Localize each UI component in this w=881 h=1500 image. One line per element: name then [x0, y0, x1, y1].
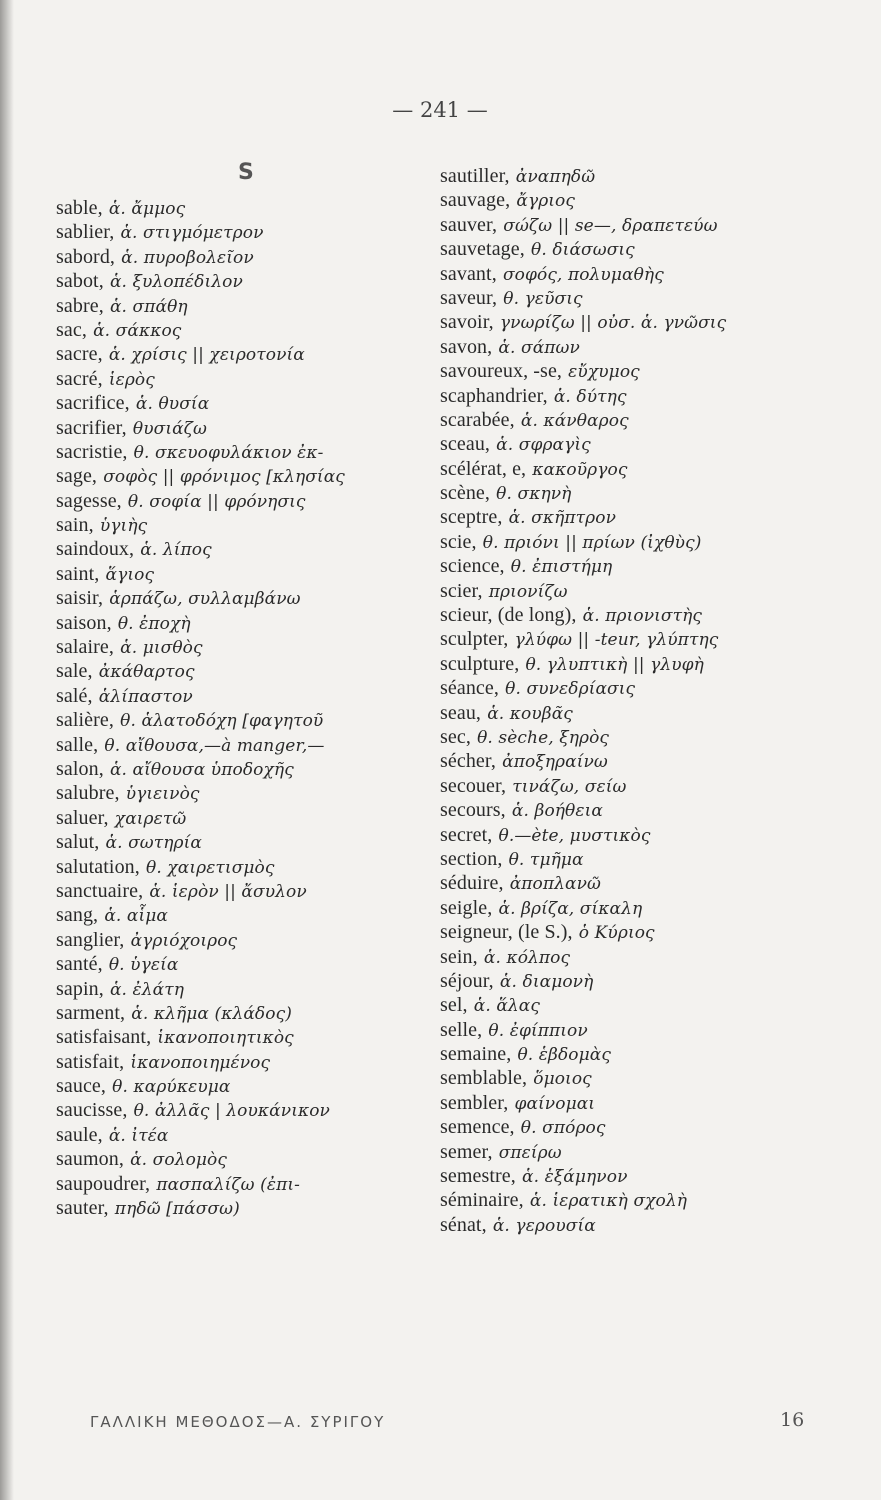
entry-headword: saumon,: [56, 1148, 124, 1171]
dictionary-entry: [440, 823, 860, 847]
entry-headword: salière,: [56, 709, 114, 732]
entry-headword: sabot,: [56, 270, 104, 293]
dictionary-entry: [440, 237, 860, 261]
entry-headword: saveur,: [440, 286, 498, 309]
dictionary-entry: [56, 269, 426, 293]
entry-headword: sabre,: [56, 294, 104, 317]
entry-translation: ἁ. σωτηρία: [105, 833, 202, 854]
dictionary-entry: [56, 659, 426, 683]
entry-headword: sacre,: [56, 343, 103, 366]
entry-headword: séance,: [440, 677, 499, 700]
entry-translation: θ. χαιρετισμὸς: [146, 857, 275, 878]
entry-headword: sel,: [440, 994, 468, 1017]
dictionary-entry: [440, 1018, 860, 1042]
entry-headword: sac,: [56, 318, 87, 341]
entry-headword: sénat,: [440, 1213, 487, 1236]
dictionary-entry: [56, 220, 426, 244]
dictionary-entry: [440, 481, 860, 505]
entry-translation: ἁ. χρίσις || χειροτονία: [108, 345, 305, 366]
entry-headword: séjour,: [440, 969, 494, 992]
dictionary-entry: [440, 603, 860, 627]
entry-translation: ἁ. σολομὸς: [130, 1150, 228, 1171]
dictionary-entry: [56, 781, 426, 805]
entry-headword: sang,: [56, 904, 99, 927]
entry-translation: θυσιάζω: [132, 418, 207, 439]
dictionary-entry: [56, 294, 426, 318]
entry-translation: ἁ. ἰτέα: [108, 1125, 169, 1146]
entry-headword: sable,: [56, 197, 103, 219]
dictionary-entry: [440, 335, 860, 359]
entry-translation: ἁ. γερουσία: [492, 1215, 596, 1236]
dictionary-entry: [56, 977, 426, 1001]
entry-translation: ἁ. σάκκος: [93, 320, 182, 341]
entry-translation: ἄγριος: [516, 191, 576, 212]
dictionary-entry: [56, 416, 426, 440]
dictionary-entry: [440, 457, 860, 481]
entry-headword: sculpture,: [440, 652, 520, 675]
dictionary-entry: [440, 579, 860, 603]
entry-translation: θ. σκευοφυλάκιον ἐκ-: [133, 442, 324, 463]
entry-translation: ἁ. διαμονὴ: [499, 971, 594, 992]
entry-headword: science,: [440, 555, 505, 578]
entry-headword: saule,: [56, 1123, 103, 1146]
entry-headword: sagesse,: [56, 489, 122, 512]
section-letter: S: [238, 160, 254, 185]
entry-headword: secouer,: [440, 774, 507, 797]
entry-headword: scaphandrier,: [440, 384, 548, 407]
dictionary-entry: [56, 733, 426, 757]
dictionary-entry: [56, 562, 426, 586]
dictionary-entry: [440, 530, 860, 554]
dictionary-entry: [56, 879, 426, 903]
dictionary-entry: [440, 774, 860, 798]
entry-translation: ἁ. στιγμόμετρον: [120, 223, 264, 244]
entry-translation: ἁ. σπάθη: [109, 296, 188, 317]
entry-headword: secours,: [440, 799, 506, 822]
dictionary-entry: [440, 798, 860, 822]
entry-translation: ἀποπλανῶ: [509, 874, 602, 895]
entry-translation: ἁ. πριονιστὴς: [582, 606, 703, 627]
entry-translation: φαίνομαι: [514, 1093, 596, 1114]
entry-headword: sablier,: [56, 221, 115, 244]
entry-headword: semblable,: [440, 1067, 528, 1090]
dictionary-entry: [440, 310, 860, 334]
entry-translation: ἁ. σφραγὶς: [496, 435, 591, 456]
footer-signature: 16: [780, 1409, 805, 1431]
entry-headword: séminaire,: [440, 1189, 524, 1212]
entry-translation: ὅμοιος: [533, 1069, 592, 1090]
entry-translation: θ. γλυπτικὴ || γλυφὴ: [525, 654, 704, 675]
dictionary-entry: [440, 408, 860, 432]
entry-headword: scélérat, e,: [440, 457, 527, 480]
entry-headword: sauce,: [56, 1075, 107, 1098]
dictionary-entry: [56, 318, 426, 342]
entry-headword: saisir,: [56, 587, 104, 610]
dictionary-entry: [56, 1196, 426, 1220]
entry-headword: sale,: [56, 660, 93, 683]
entry-headword: salle,: [56, 733, 99, 756]
entry-translation: ὑγιὴς: [99, 516, 148, 537]
dictionary-entry: [440, 1091, 860, 1115]
page-number: — 241 —: [392, 98, 488, 122]
left-column: [56, 196, 426, 1220]
dictionary-entry: [56, 855, 426, 879]
dictionary-entry: [56, 1050, 426, 1074]
entry-headword: sculpter,: [440, 628, 509, 651]
dictionary-entry: [56, 928, 426, 952]
entry-headword: semaine,: [440, 1043, 512, 1066]
entry-headword: sauvetage,: [440, 238, 525, 261]
entry-translation: θ. πριόνι || πρίων (ἰχθὺς): [482, 532, 702, 553]
dictionary-entry: [440, 554, 860, 578]
entry-translation: θ. ἀλλᾶς | λουκάνικον: [133, 1101, 330, 1122]
entry-translation: χαιρετῶ: [114, 808, 187, 829]
dictionary-entry: [56, 1172, 426, 1196]
entry-translation: ἁρπάζω, συλλαμβάνω: [109, 589, 301, 610]
entry-headword: sauvage,: [440, 189, 511, 212]
dictionary-entry: [440, 188, 860, 212]
entry-translation: θ. ἐποχὴ: [117, 613, 191, 634]
entry-translation: ἀποξηραίνω: [502, 752, 608, 773]
entry-translation: ἁ. σάπων: [498, 337, 580, 358]
entry-headword: sanctuaire,: [56, 879, 144, 902]
entry-headword: seigle,: [440, 896, 493, 919]
entry-translation: ἀκάθαρτος: [98, 662, 195, 683]
entry-translation: ἀγριόχοιρος: [130, 930, 238, 951]
entry-translation: ἁ. πυροβολεῖον: [121, 247, 254, 268]
dictionary-entry: [56, 489, 426, 513]
dictionary-entry: [56, 513, 426, 537]
entry-headword: satisfaisant,: [56, 1026, 152, 1049]
dictionary-entry: [56, 245, 426, 269]
dictionary-entry: [440, 1188, 860, 1212]
entry-translation: θ. ὑγεία: [108, 955, 179, 976]
entry-translation: εὔχυμος: [568, 362, 640, 383]
entry-translation: ἀναπηδῶ: [515, 167, 596, 187]
entry-headword: sauter,: [56, 1197, 109, 1220]
entry-headword: sage,: [56, 465, 98, 488]
right-column: [440, 164, 860, 1237]
dictionary-entry: [56, 1001, 426, 1025]
entry-headword: sapin,: [56, 977, 104, 1000]
entry-headword: scarabée,: [440, 408, 515, 431]
entry-translation: θ. συνεδρίασις: [505, 679, 636, 700]
entry-headword: scie,: [440, 530, 477, 553]
entry-headword: sein,: [440, 945, 478, 968]
entry-headword: santé,: [56, 953, 103, 976]
entry-headword: sanglier,: [56, 928, 125, 951]
dictionary-entry: [440, 1213, 860, 1237]
entry-translation: θ. γεῦσις: [503, 288, 583, 309]
dictionary-entry: [56, 391, 426, 415]
entry-translation: θ.—ète, μυστικὸς: [498, 825, 651, 846]
dictionary-entry: [56, 1123, 426, 1147]
entry-translation: σώζω || se—, δραπετεύω: [503, 215, 718, 236]
page-binding-shadow: [0, 0, 14, 1500]
dictionary-entry: [440, 896, 860, 920]
dictionary-entry: [56, 684, 426, 708]
dictionary-entry: [56, 1074, 426, 1098]
entry-translation: ἁ. κουβᾶς: [487, 703, 573, 724]
entry-translation: πριονίζω: [488, 581, 568, 602]
dictionary-entry: [440, 1115, 860, 1139]
entry-headword: salubre,: [56, 782, 120, 805]
dictionary-entry: [56, 440, 426, 464]
dictionary-entry: [56, 342, 426, 366]
entry-headword: scène,: [440, 482, 491, 505]
entry-translation: ἁ. θυσία: [135, 394, 210, 415]
entry-translation: ἁ. κλῆμα (κλάδος): [131, 1003, 292, 1024]
entry-translation: θ. σκηνὴ: [496, 484, 572, 505]
entry-headword: sembler,: [440, 1091, 509, 1114]
entry-translation: ἁ. αἴθουσα ὑποδοχῆς: [109, 759, 294, 780]
footer-title: ΓΑΛΛΙΚΗ ΜΕΘΟΔΟΣ—Α. ΣΥΡΙΓΟΥ: [90, 1413, 386, 1431]
dictionary-entry: [440, 384, 860, 408]
entry-headword: semer,: [440, 1140, 493, 1163]
entry-headword: séduire,: [440, 872, 504, 895]
entry-translation: γλύφω || -teur, γλύπτης: [514, 630, 719, 651]
entry-translation: ἁ. κάνθαρος: [520, 410, 629, 431]
entry-headword: savon,: [440, 335, 493, 358]
entry-headword: salaire,: [56, 636, 114, 659]
entry-headword: saindoux,: [56, 538, 135, 561]
dictionary-entry: [440, 652, 860, 676]
entry-translation: σπείρω: [498, 1142, 562, 1163]
entry-headword: sceau,: [440, 433, 491, 456]
entry-translation: θ. ἑβδομὰς: [517, 1045, 611, 1066]
entry-translation: ἱκανοποιημένος: [130, 1052, 271, 1073]
entry-translation: θ. ἐπιστήμη: [510, 557, 613, 578]
entry-translation: ἁ. βοήθεια: [511, 801, 603, 822]
dictionary-entry: [56, 611, 426, 635]
entry-translation: ἁ. ξυλοπέδιλον: [109, 272, 243, 293]
entry-headword: saison,: [56, 611, 112, 634]
entry-headword: semestre,: [440, 1165, 516, 1188]
entry-headword: sacré,: [56, 367, 103, 390]
entry-translation: ὁ Κύριος: [578, 923, 655, 944]
entry-translation: σοφός, πολυμαθὴς: [502, 264, 664, 285]
entry-headword: sécher,: [440, 750, 496, 773]
entry-translation: ἱερὸς: [108, 369, 155, 390]
entry-translation: κακοῦργος: [532, 459, 628, 480]
dictionary-entry: [440, 359, 860, 383]
entry-translation: θ. σοφία || φρόνησις: [127, 491, 306, 512]
entry-headword: saint,: [56, 562, 100, 585]
dictionary-entry: [56, 757, 426, 781]
entry-translation: σοφὸς || φρόνιμος [κλησίας: [103, 467, 345, 488]
entry-translation: θ. sèche, ξηρὸς: [477, 727, 610, 748]
entry-headword: scier,: [440, 579, 483, 602]
dictionary-entry: [440, 725, 860, 749]
entry-headword: sauver,: [440, 213, 498, 236]
entry-translation: θ. καρύκευμα: [112, 1077, 231, 1098]
entry-headword: salutation,: [56, 855, 140, 878]
dictionary-entry: [440, 676, 860, 700]
entry-headword: sec,: [440, 725, 471, 748]
entry-translation: θ. διάσωσις: [531, 240, 635, 261]
dictionary-entry: [440, 871, 860, 895]
dictionary-entry: [440, 432, 860, 456]
entry-translation: θ. αἴθουσα,—à manger,—: [104, 735, 325, 756]
entry-translation: ἁ. αἷμα: [104, 906, 168, 927]
entry-translation: τινάζω, σείω: [512, 776, 627, 797]
dictionary-entry: [440, 701, 860, 725]
dictionary-entry: [440, 749, 860, 773]
entry-headword: secret,: [440, 823, 493, 846]
dictionary-entry: [440, 627, 860, 651]
dictionary-entry: [440, 164, 860, 188]
entry-headword: sain,: [56, 514, 94, 537]
entry-headword: saupoudrer,: [56, 1172, 151, 1195]
entry-headword: sceptre,: [440, 506, 503, 529]
dictionary-entry: [440, 993, 860, 1017]
dictionary-entry: [56, 1147, 426, 1171]
entry-translation: ἁ. μισθὸς: [120, 638, 203, 659]
dictionary-entry: [440, 262, 860, 286]
entry-headword: seigneur, (le S.),: [440, 921, 573, 944]
dictionary-entry: [440, 1066, 860, 1090]
entry-translation: ἁ. δύτης: [553, 386, 627, 407]
entry-translation: θ. ἁλατοδόχη [φαγητοῦ: [120, 711, 324, 732]
entry-headword: sarment,: [56, 1001, 126, 1024]
dictionary-entry: [440, 920, 860, 944]
dictionary-entry: [56, 537, 426, 561]
dictionary-entry: [56, 708, 426, 732]
entry-headword: satisfait,: [56, 1050, 125, 1073]
entry-translation: ἁ. σκῆπτρον: [508, 508, 617, 529]
dictionary-entry: [440, 213, 860, 237]
dictionary-entry: [56, 586, 426, 610]
entry-headword: savoir,: [440, 311, 494, 334]
dictionary-entry: [56, 464, 426, 488]
entry-headword: saluer,: [56, 806, 109, 829]
entry-translation: ἁ. ἅλας: [473, 996, 541, 1017]
entry-translation: ἁ. ἐλάτη: [109, 979, 185, 1000]
dictionary-entry: [56, 806, 426, 830]
dictionary-entry: [440, 1164, 860, 1188]
entry-translation: θ. σπόρος: [520, 1118, 606, 1139]
dictionary-entry: [56, 830, 426, 854]
dictionary-entry: [56, 1025, 426, 1049]
dictionary-entry: [440, 505, 860, 529]
entry-translation: ὑγιεινὸς: [125, 784, 200, 805]
dictionary-entry: [56, 367, 426, 391]
entry-headword: saucisse,: [56, 1099, 128, 1122]
entry-headword: sacristie,: [56, 440, 128, 463]
dictionary-entry: [56, 635, 426, 659]
entry-headword: sacrifier,: [56, 416, 127, 439]
entry-translation: ἁ. ἑξάμηνον: [522, 1167, 628, 1188]
entry-headword: sabord,: [56, 245, 116, 268]
entry-translation: ἁ. ἱερὸν || ἄσυλον: [149, 881, 307, 902]
entry-translation: πασπαλίζω (ἐπι-: [156, 1174, 300, 1195]
entry-headword: sautiller,: [440, 165, 510, 187]
entry-headword: sacrifice,: [56, 392, 130, 415]
entry-translation: θ. ἐφίππιον: [488, 1020, 588, 1041]
entry-translation: ἁ. λίπος: [140, 540, 212, 561]
dictionary-entry: [56, 1098, 426, 1122]
entry-headword: salé,: [56, 684, 93, 707]
entry-translation: ἅγιος: [105, 564, 155, 585]
entry-translation: ἁ. βρίζα, σίκαλη: [498, 898, 643, 919]
dictionary-entry: [56, 952, 426, 976]
entry-translation: γνωρίζω || οὐσ. ἁ. γνῶσις: [499, 313, 727, 334]
dictionary-entry: [56, 196, 426, 220]
entry-translation: θ. τμῆμα: [508, 849, 584, 870]
dictionary-entry: [440, 286, 860, 310]
entry-headword: scieur, (de long),: [440, 604, 577, 627]
entry-translation: ἁλίπαστον: [98, 686, 193, 707]
entry-headword: savoureux, -se,: [440, 360, 563, 383]
entry-translation: ἁ. ἄμμος: [108, 199, 186, 219]
entry-headword: selle,: [440, 1018, 483, 1041]
entry-translation: πηδῶ [πάσσω): [114, 1199, 240, 1220]
entry-headword: salut,: [56, 831, 100, 854]
entry-headword: savant,: [440, 262, 497, 285]
dictionary-entry: [440, 847, 860, 871]
entry-translation: ἁ. κόλπος: [483, 947, 571, 968]
entry-translation: ἁ. ἱερατικὴ σχολὴ: [529, 1191, 688, 1212]
entry-headword: salon,: [56, 757, 104, 780]
entry-headword: semence,: [440, 1116, 515, 1139]
entry-headword: section,: [440, 847, 503, 870]
dictionary-entry: [56, 903, 426, 927]
dictionary-entry: [440, 1140, 860, 1164]
entry-translation: ἱκανοποιητικὸς: [157, 1028, 294, 1049]
dictionary-entry: [440, 1042, 860, 1066]
entry-headword: seau,: [440, 701, 482, 724]
dictionary-entry: [440, 969, 860, 993]
dictionary-entry: [440, 945, 860, 969]
